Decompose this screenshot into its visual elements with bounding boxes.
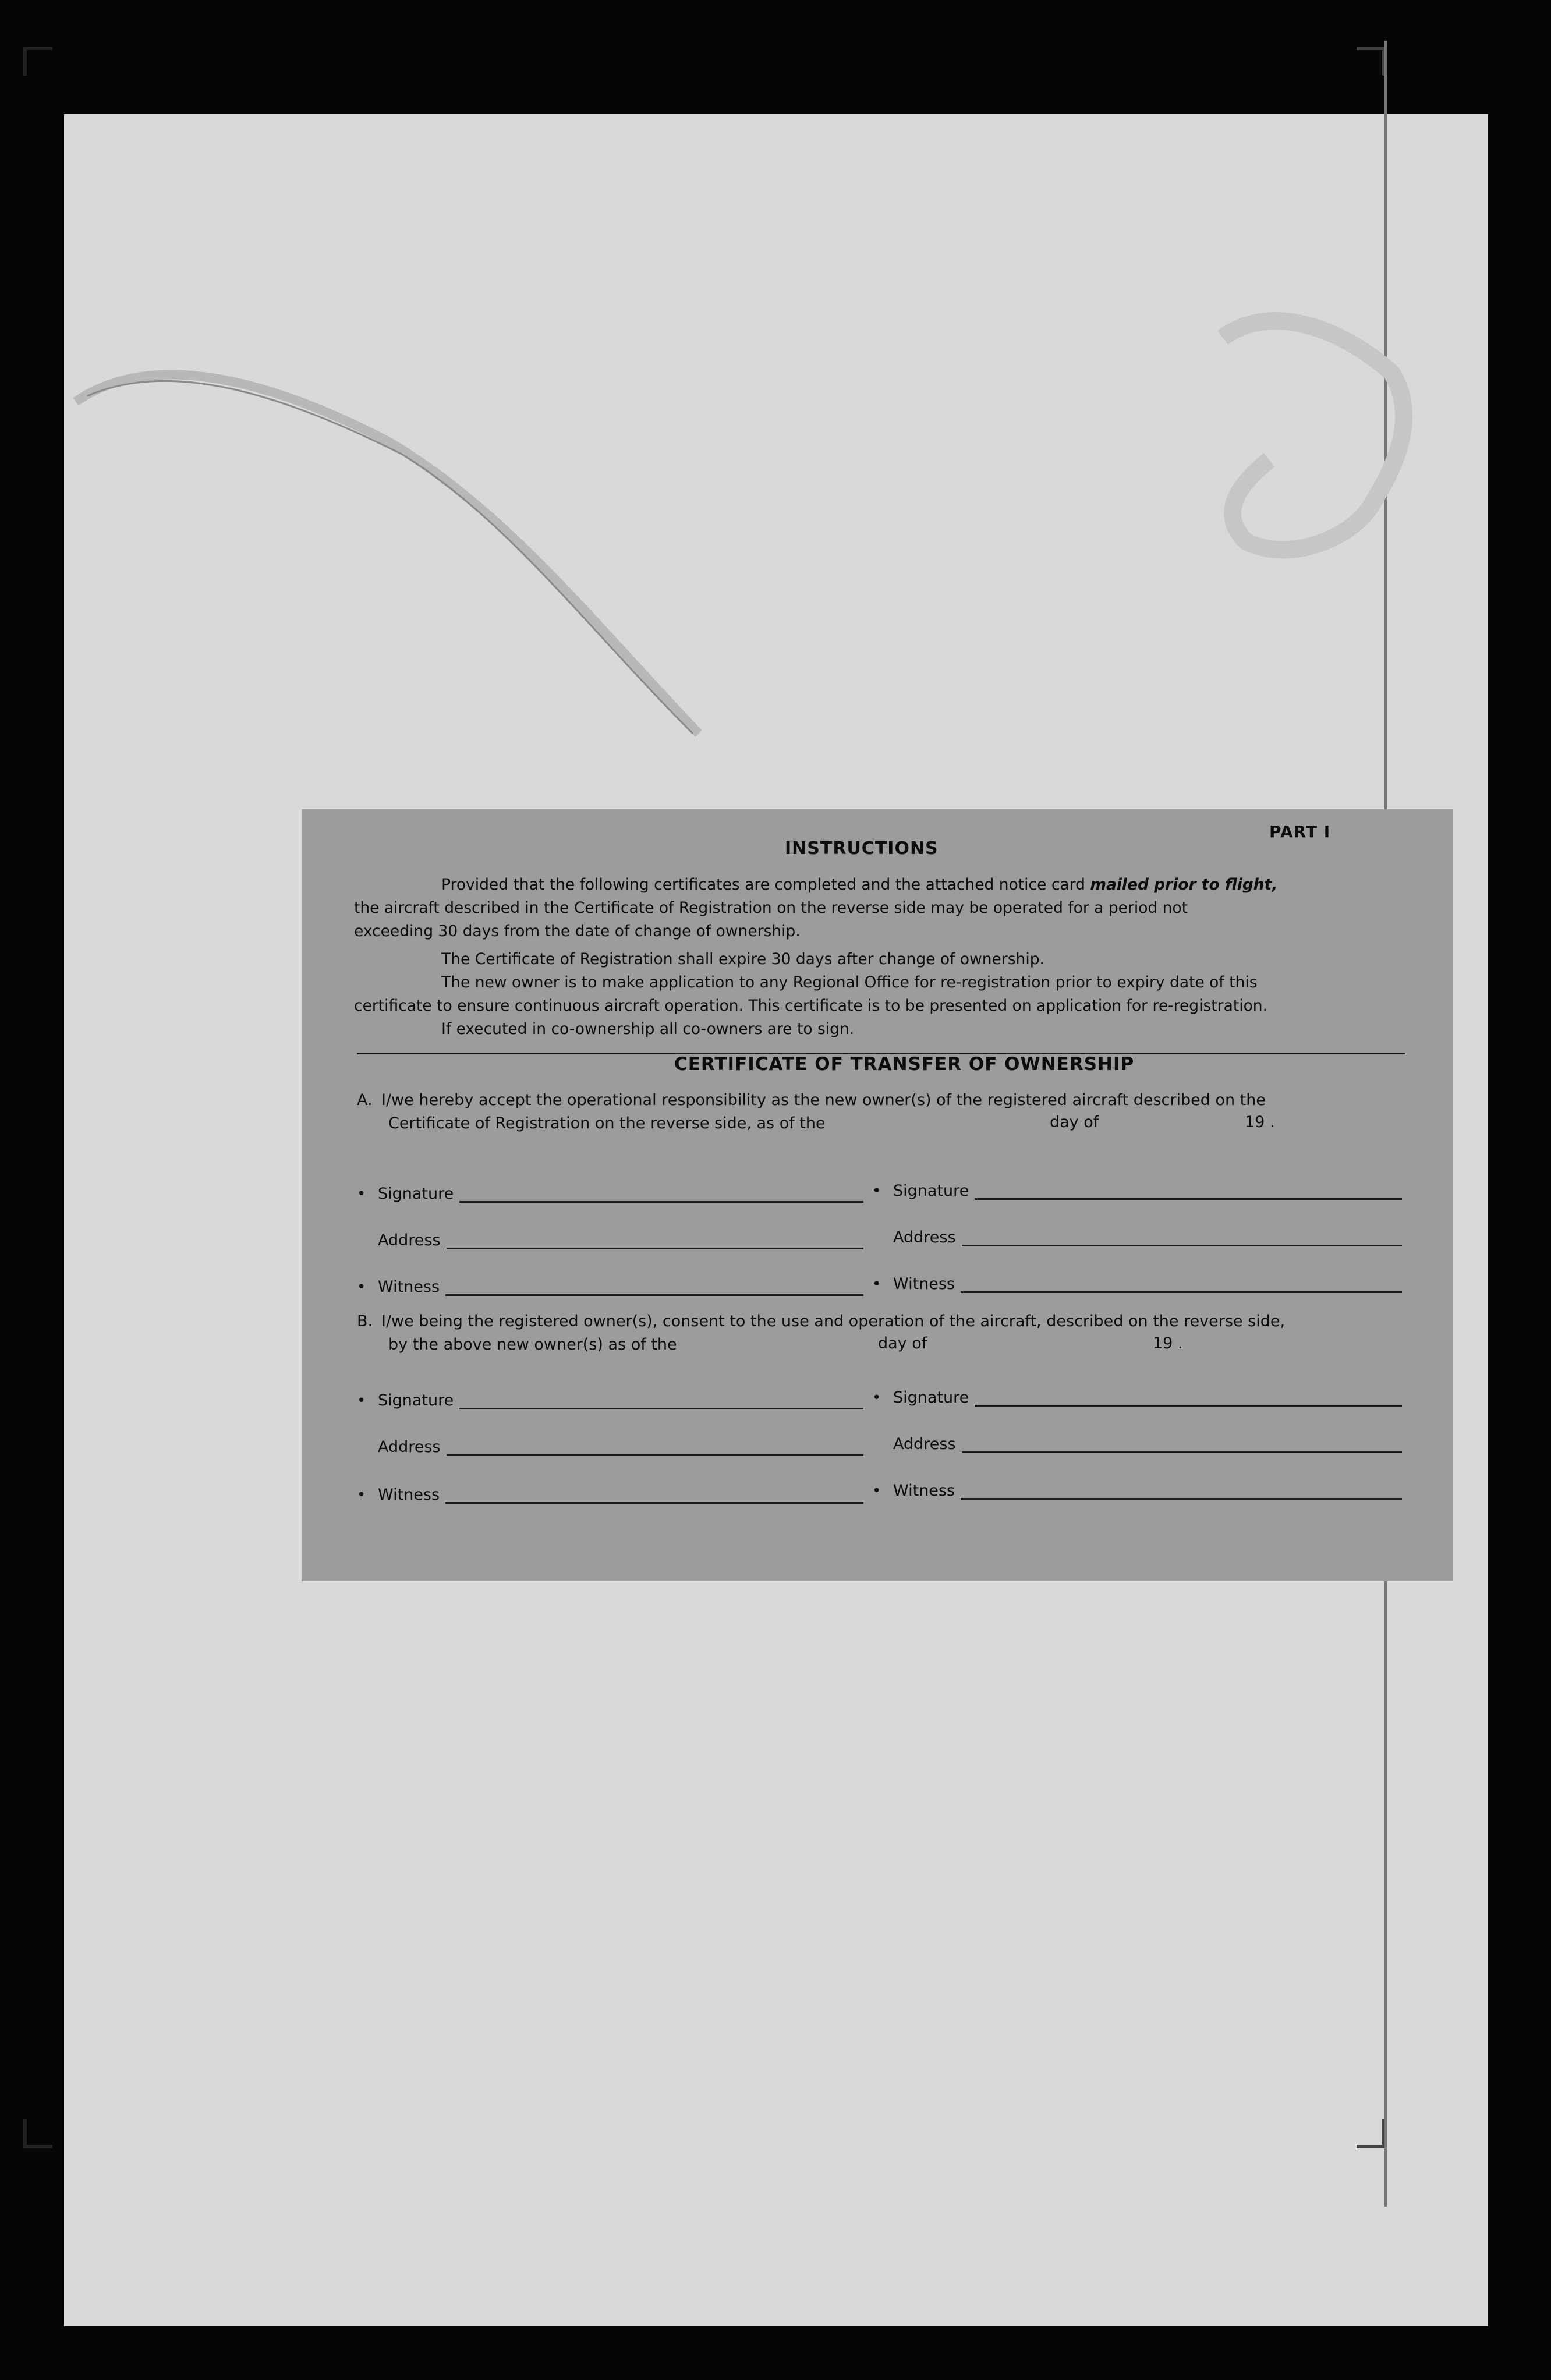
para4-text: If executed in co-ownership all co-owners are to sign. — [441, 1020, 855, 1038]
section-a-address-1[interactable] — [378, 1231, 863, 1249]
signature-line[interactable] — [459, 1394, 863, 1409]
section-a-year: 19 . — [1245, 1113, 1275, 1131]
witness-line[interactable] — [961, 1484, 1402, 1500]
witness-line[interactable] — [961, 1277, 1402, 1293]
signature-label: Signature — [378, 1391, 454, 1409]
section-b-address-1[interactable] — [378, 1438, 863, 1456]
address-line[interactable] — [447, 1440, 863, 1456]
instructions-paragraph-4 — [354, 1018, 1425, 1041]
section-b-day-of: day of — [878, 1334, 927, 1352]
address-line[interactable] — [962, 1231, 1402, 1246]
stain-mark — [1199, 291, 1444, 594]
section-b-line2: by the above new owner(s) as of the — [388, 1336, 677, 1354]
section-b-line1: I/we being the registered owner(s), consent to the use and operation of the aircraft, described on the reverse side, — [381, 1312, 1286, 1330]
address-label: Address — [378, 1231, 441, 1249]
section-b-address-2[interactable] — [893, 1435, 1402, 1453]
signature-line[interactable] — [975, 1184, 1402, 1200]
section-b-letter: B. — [357, 1312, 373, 1330]
crop-mark-bottom-left — [23, 2119, 52, 2148]
witness-label: Witness — [378, 1278, 440, 1296]
witness-line[interactable] — [445, 1488, 863, 1504]
crop-mark-top-left — [23, 47, 52, 76]
signature-label: Signature — [893, 1182, 969, 1200]
address-line[interactable] — [962, 1437, 1402, 1453]
witness-line[interactable] — [445, 1280, 863, 1296]
address-label: Address — [893, 1435, 956, 1453]
certificate-title: CERTIFICATE OF TRANSFER OF OWNERSHIP — [674, 1054, 1135, 1075]
section-b-year: 19 . — [1153, 1334, 1183, 1352]
section-a-text — [357, 1089, 1266, 1135]
address-label: Address — [378, 1438, 441, 1456]
address-label: Address — [893, 1228, 956, 1246]
witness-label: Witness — [893, 1482, 955, 1500]
instructions-paragraph-1 — [354, 873, 1425, 943]
section-a-witness-2[interactable]: • Witness — [872, 1275, 1402, 1293]
section-a-witness-1[interactable]: • Witness — [357, 1278, 863, 1296]
section-a-signature-1[interactable]: • Signature — [357, 1185, 863, 1203]
para1-line1: Provided that the following certificates are completed and the attached notice card — [441, 876, 1090, 894]
instructions-paragraph-3 — [354, 971, 1425, 1018]
crop-mark-bottom-right — [1357, 2119, 1386, 2148]
section-a-letter: A. — [357, 1091, 373, 1109]
section-b-signature-1[interactable]: • Signature — [357, 1391, 863, 1409]
section-a-line1: I/we hereby accept the operational responsibility as the new owner(s) of the registered aircraft described on the — [381, 1091, 1266, 1109]
part-label: PART I — [1269, 822, 1331, 841]
signature-line[interactable] — [975, 1391, 1402, 1407]
para3-line2: certificate to ensure continuous aircraft operation. This certificate is to be presented on application for re-registration. — [354, 997, 1267, 1015]
section-b-witness-2[interactable]: • Witness — [872, 1482, 1402, 1500]
witness-label: Witness — [893, 1275, 955, 1293]
section-a-day-of: day of — [1050, 1113, 1099, 1131]
section-a-signature-2[interactable]: • Signature — [872, 1182, 1402, 1200]
para1-line3: exceeding 30 days from the date of change of ownership. — [354, 922, 801, 940]
signature-label: Signature — [378, 1185, 454, 1203]
section-b-witness-1[interactable]: • Witness — [357, 1486, 863, 1504]
certificate-card — [302, 809, 1453, 1581]
crop-mark-top-right — [1357, 47, 1386, 76]
para1-line2: the aircraft described in the Certificate of Registration on the reverse side may be operated for a period not — [354, 899, 1188, 917]
section-b-signature-2[interactable]: • Signature — [872, 1389, 1402, 1407]
para2-text: The Certificate of Registration shall expire 30 days after change of ownership. — [441, 950, 1044, 968]
para3-line1: The new owner is to make application to any Regional Office for re-registration prior to expiry date of this — [441, 973, 1258, 991]
instructions-paragraph-2 — [354, 948, 1425, 971]
section-a-address-2[interactable] — [893, 1228, 1402, 1246]
section-a-line2: Certificate of Registration on the reverse side, as of the — [388, 1114, 826, 1132]
signature-line[interactable] — [459, 1187, 863, 1203]
address-line[interactable] — [447, 1234, 863, 1249]
signature-label: Signature — [893, 1389, 969, 1407]
witness-label: Witness — [378, 1486, 440, 1504]
scratch-mark — [64, 326, 763, 792]
para1-emphasis: mailed prior to flight, — [1090, 876, 1278, 894]
section-b-text — [357, 1310, 1285, 1357]
instructions-title: INSTRUCTIONS — [785, 838, 939, 859]
